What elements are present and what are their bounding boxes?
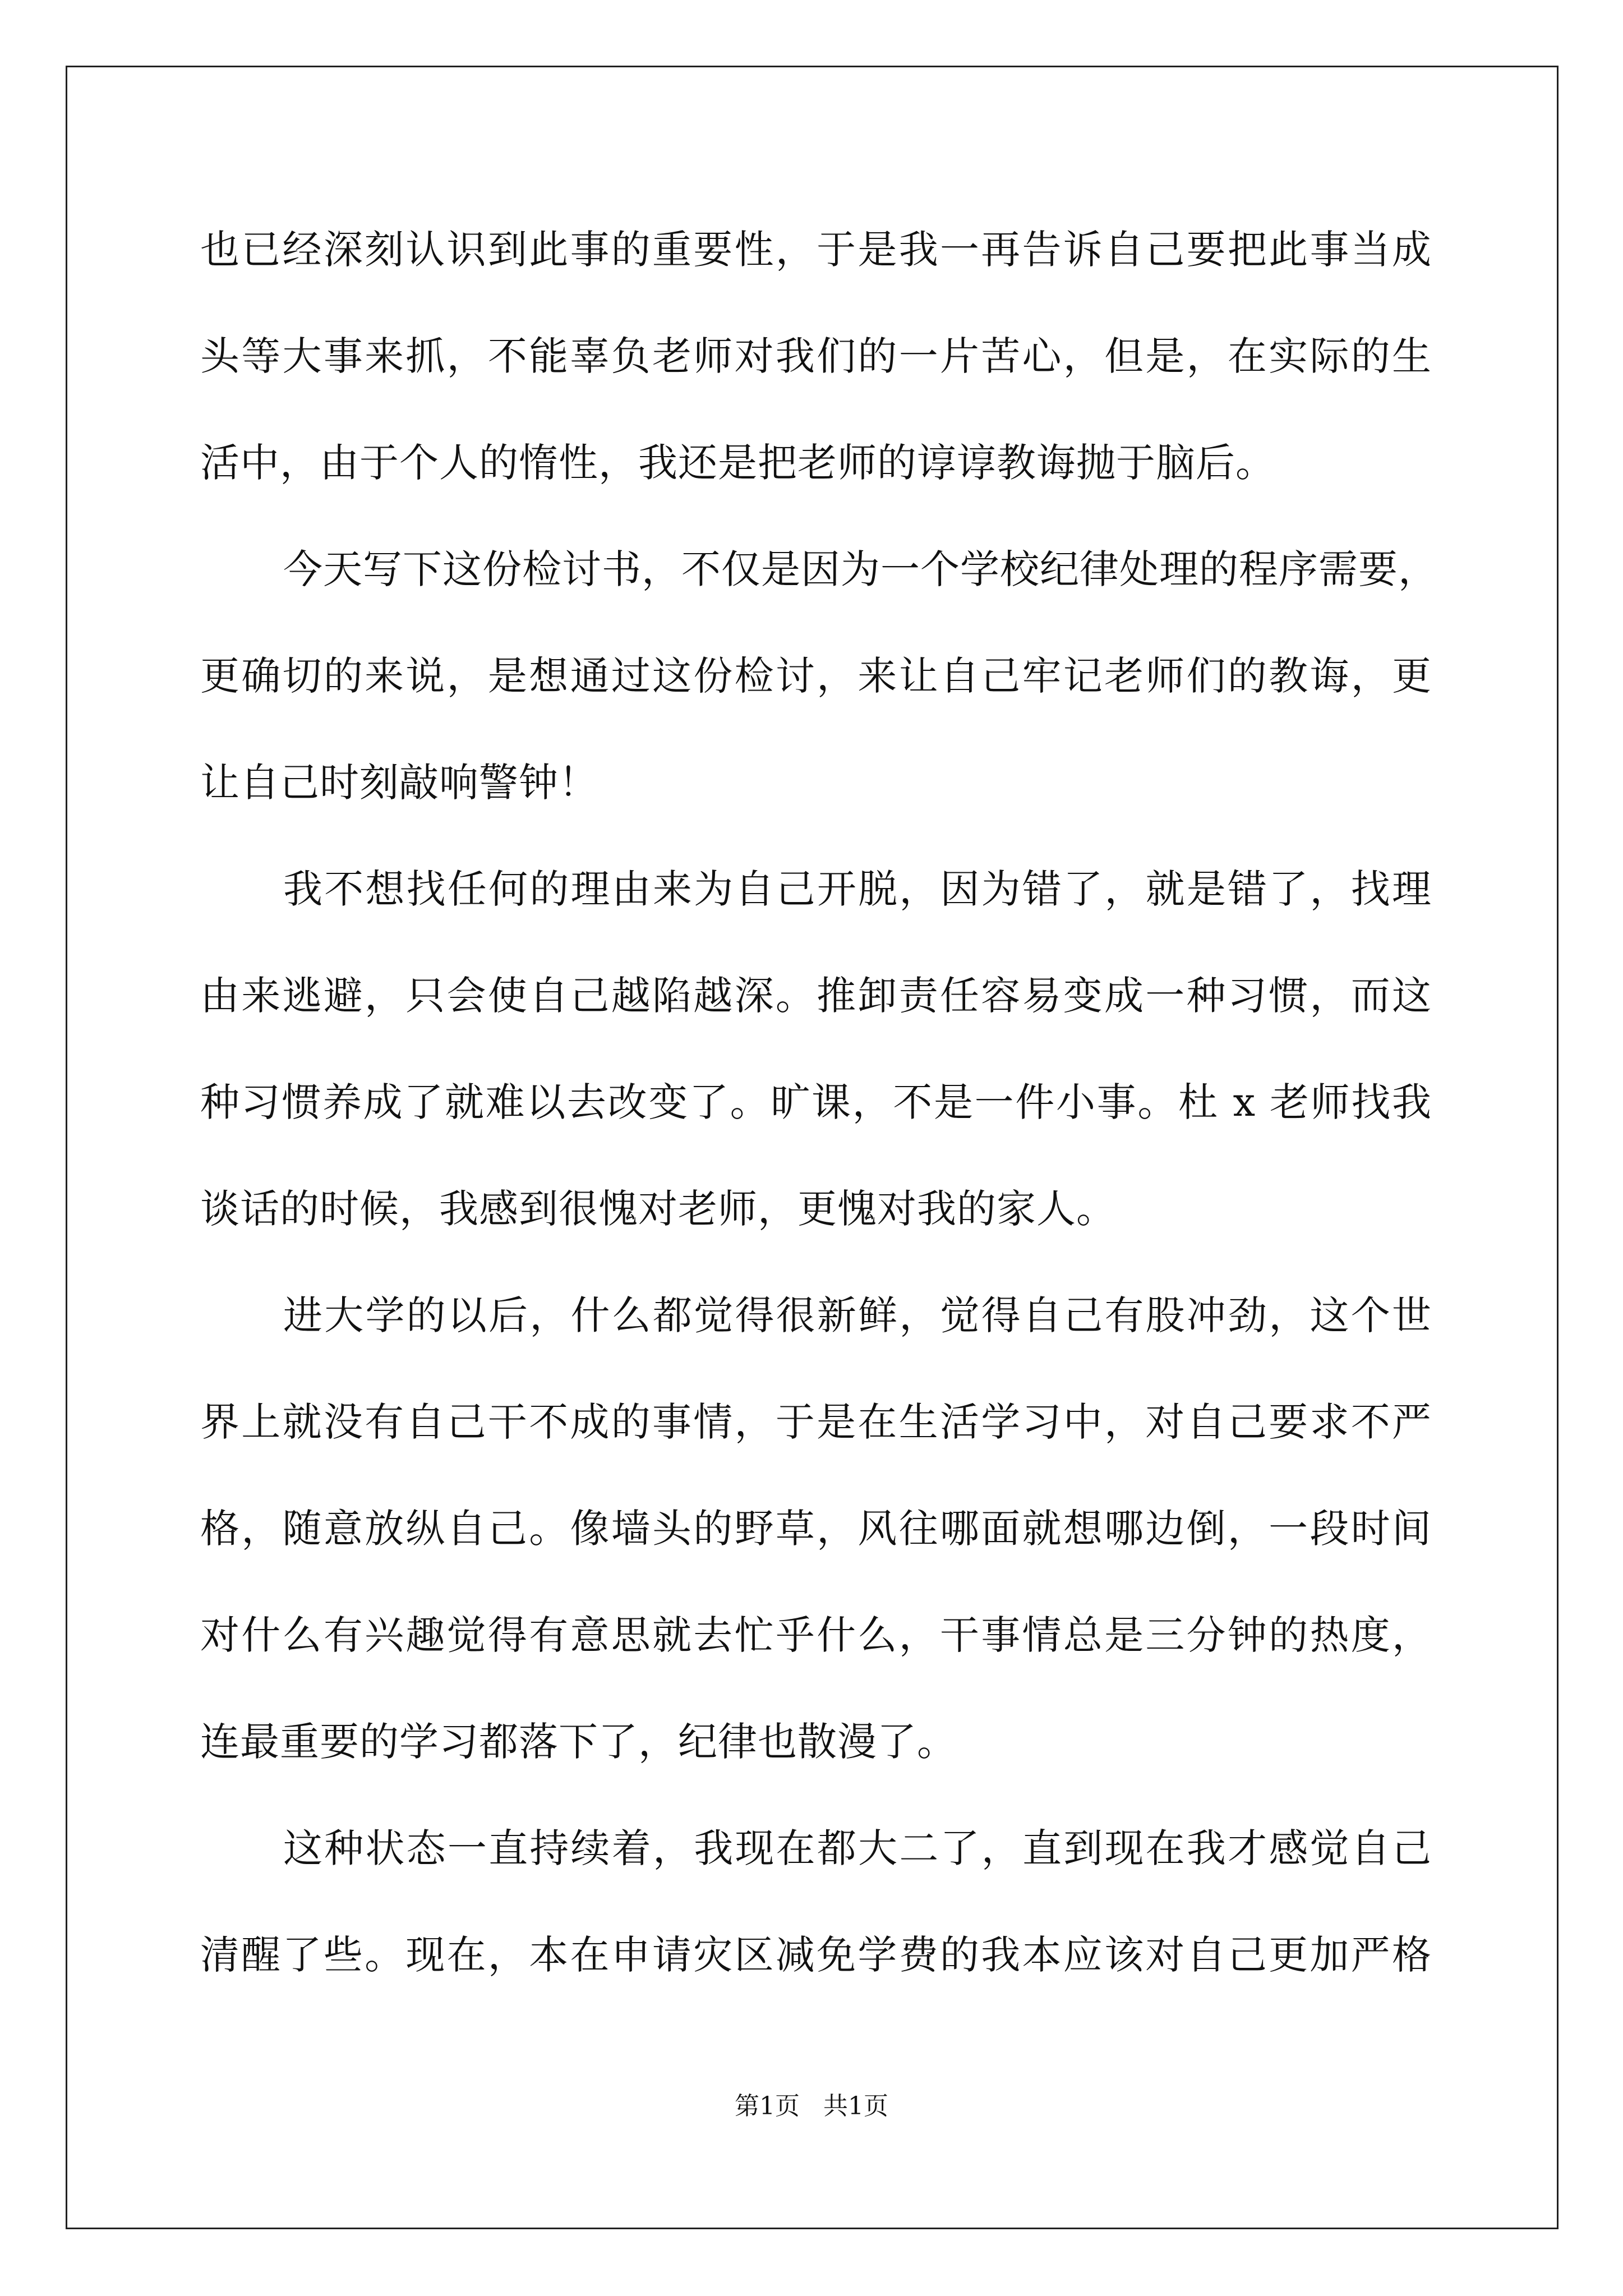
text-line: 连最重要的学习都落下了，纪律也散漫了。: [200, 1719, 957, 1765]
text-line: 种习惯养成了就难以去改变了。旷课，不是一件小事。杜 x 老师找我: [200, 1079, 1432, 1125]
paragraph-start-line: 这种状态一直持续着，我现在都大二了，直到现在我才感觉自己: [283, 1825, 1432, 1871]
text-line: 格，随意放纵自己。像墙头的野草，风往哪面就想哪边倒，一段时间: [200, 1506, 1432, 1552]
text-line: 对什么有兴趣觉得有意思就去忙乎什么，干事情总是三分钟的热度，: [200, 1612, 1432, 1658]
text-line: 也已经深刻认识到此事的重要性，于是我一再告诉自己要把此事当成: [200, 227, 1432, 273]
text-line: 清醒了些。现在，本在申请灾区减免学费的我本应该对自己更加严格: [200, 1932, 1432, 1978]
paragraph-start-line: 进大学的以后，什么都觉得很新鲜，觉得自己有股冲劲，这个世: [283, 1292, 1432, 1338]
text-line: 让自己时刻敲响警钟！: [200, 760, 598, 806]
page-footer: 第1页 共1页: [735, 2092, 888, 2120]
text-line: 界上就没有自己干不成的事情，于是在生活学习中，对自己要求不严: [200, 1399, 1432, 1445]
page-border: [66, 66, 1559, 2229]
text-line: 活中，由于个人的惰性，我还是把老师的谆谆教诲抛于脑后。: [200, 440, 1275, 486]
paragraph-start-line: 今天写下这份检讨书，不仅是因为一个学校纪律处理的程序需要，: [283, 546, 1438, 592]
text-line: 更确切的来说，是想通过这份检讨，来让自己牢记老师们的教诲，更: [200, 653, 1432, 699]
paragraph-start-line: 我不想找任何的理由来为自己开脱，因为错了，就是错了，找理: [283, 866, 1432, 912]
text-line: 由来逃避，只会使自己越陷越深。推卸责任容易变成一种习惯，而这: [200, 973, 1432, 1019]
text-line: 头等大事来抓，不能辜负老师对我们的一片苦心，但是，在实际的生: [200, 333, 1432, 379]
text-line: 谈话的时候，我感到很愧对老师，更愧对我的家人。: [200, 1186, 1116, 1232]
